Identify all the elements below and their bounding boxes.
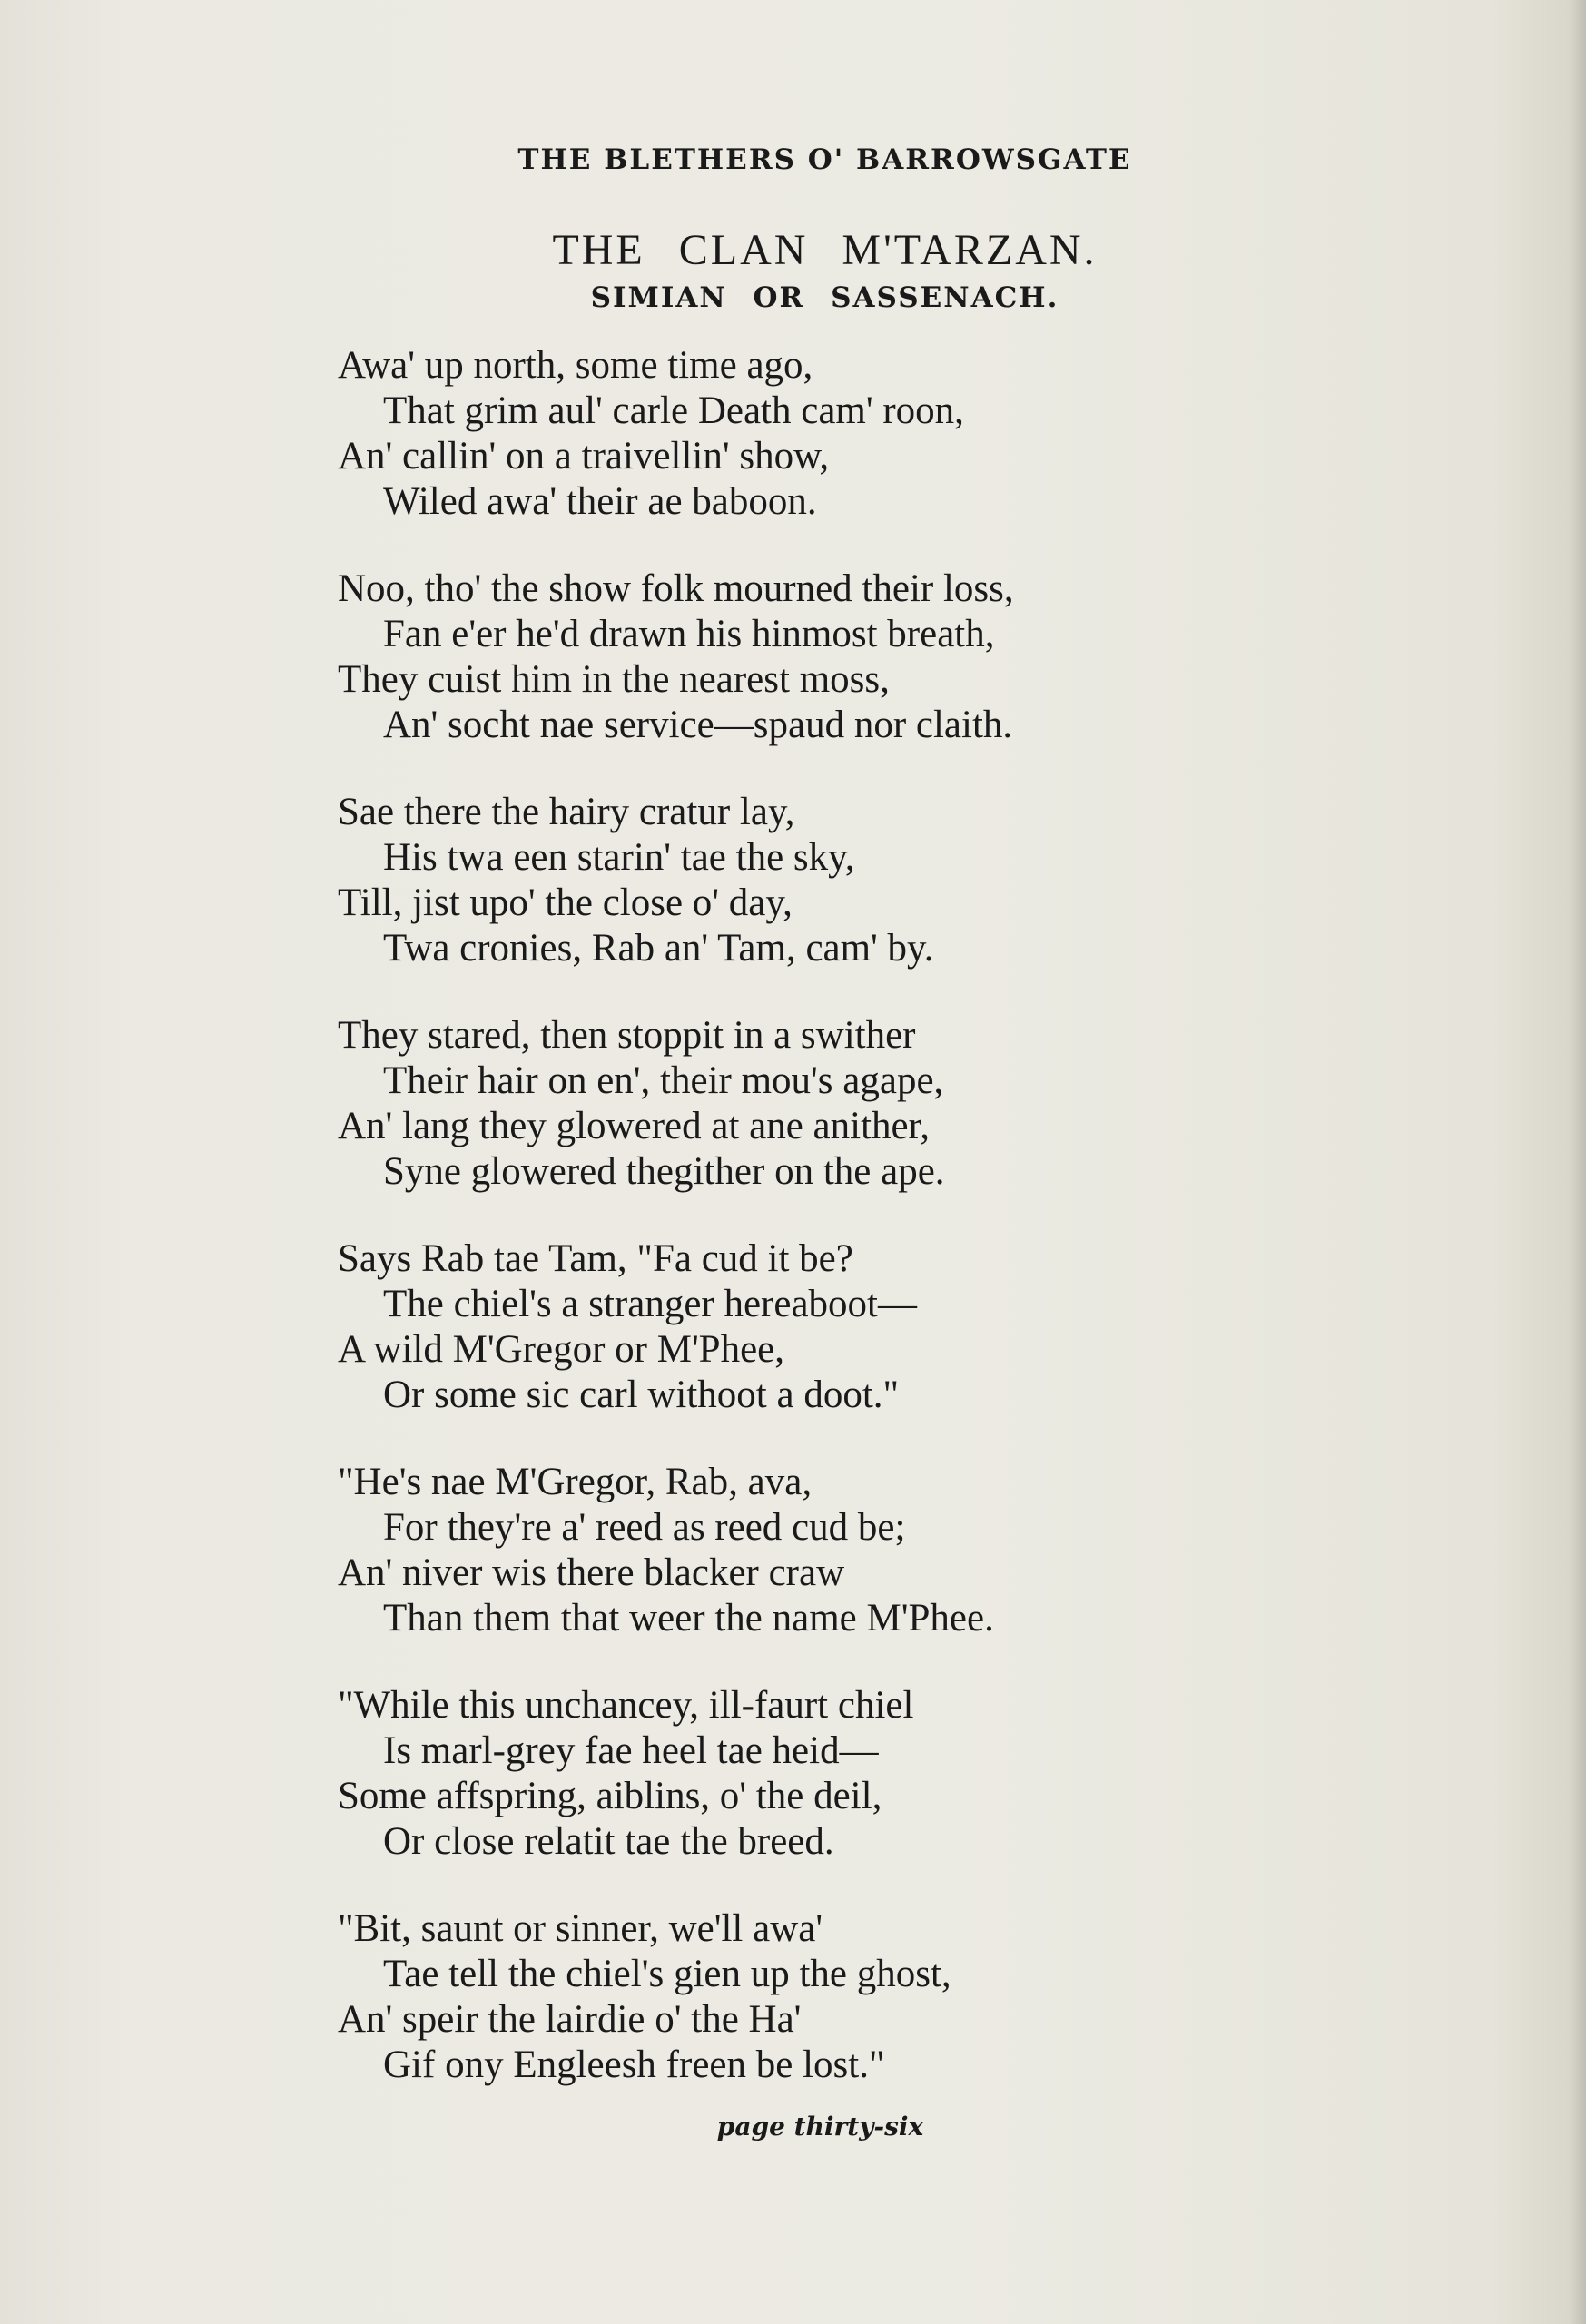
poem-body [338, 343, 1246, 2130]
verse-line: Twa cronies, Rab an' Tam, cam' by. [383, 927, 934, 970]
verse-line: For they're a' reed as reed cud be; [383, 1506, 906, 1549]
verse-line: The chiel's a stranger hereaboot— [383, 1283, 917, 1325]
verse-line: Than them that weer the name M'Phee. [383, 1597, 994, 1640]
stanza [338, 790, 1246, 971]
verse-line: Sae there the hairy cratur lay, [338, 791, 795, 833]
verse-line: Is marl-grey fae heel tae heid— [383, 1729, 879, 1772]
verse-line: "While this unchancey, ill-faurt chiel [338, 1684, 914, 1727]
stanza [338, 343, 1246, 525]
verse-line: Fan e'er he'd drawn his hinmost breath, [383, 613, 995, 655]
verse-line: His twa een starin' tae the sky, [383, 836, 855, 879]
verse-line: An' niver wis there blacker craw [338, 1551, 845, 1594]
verse-line: Some affspring, aiblins, o' the deil, [338, 1775, 882, 1817]
stanza [338, 1236, 1246, 1418]
stanza [338, 1683, 1246, 1865]
verse-line: An' callin' on a traivellin' show, [338, 435, 830, 478]
verse-line: An' socht nae service—spaud nor claith. [383, 704, 1013, 746]
verse-line: They cuist him in the nearest moss, [338, 658, 890, 701]
verse-line: Or close relatit tae the breed. [383, 1820, 834, 1863]
running-head: THE BLETHERS O' BARROWSGATE [517, 143, 1132, 176]
verse-line: Syne glowered thegither on the ape. [383, 1150, 945, 1193]
poem-title: THE CLAN M'TARZAN. [552, 226, 1098, 274]
verse-line: Awa' up north, some time ago, [338, 344, 813, 387]
verse-line: Till, jist upo' the close o' day, [338, 881, 793, 924]
verse-line: That grim aul' carle Death cam' roon, [383, 389, 964, 432]
poem-subtitle: SIMIAN OR SASSENACH. [590, 281, 1059, 314]
stanza [338, 1906, 1246, 2088]
verse-line: "Bit, saunt or sinner, we'll awa' [338, 1907, 823, 1950]
verse-line: An' lang they glowered at ane anither, [338, 1105, 930, 1147]
verse-line: They stared, then stoppit in a swither [338, 1014, 916, 1057]
stanza [338, 566, 1246, 748]
verse-line: Gif ony Engleesh freen be lost." [383, 2043, 885, 2086]
verse-line: Says Rab tae Tam, "Fa cud it be? [338, 1237, 853, 1280]
verse-line: Their hair on en', their mou's agape, [383, 1059, 944, 1102]
stanza [338, 1460, 1246, 1641]
verse-line: An' speir the lairdie o' the Ha' [338, 1998, 802, 2041]
verse-line: Or some sic carl withoot a doot." [383, 1374, 900, 1416]
verse-line: A wild M'Gregor or M'Phee, [338, 1328, 785, 1371]
page-edge-shadow [1570, 0, 1586, 2324]
stanza [338, 1013, 1246, 1195]
verse-line: Tae tell the chiel's gien up the ghost, [383, 1953, 951, 1995]
verse-line: Wiled awa' their ae baboon. [383, 480, 817, 523]
verse-line: "He's nae M'Gregor, Rab, ava, [338, 1461, 813, 1503]
page-number: page thirty-six [716, 2112, 924, 2142]
verse-line: Noo, tho' the show folk mourned their loss, [338, 567, 1014, 610]
